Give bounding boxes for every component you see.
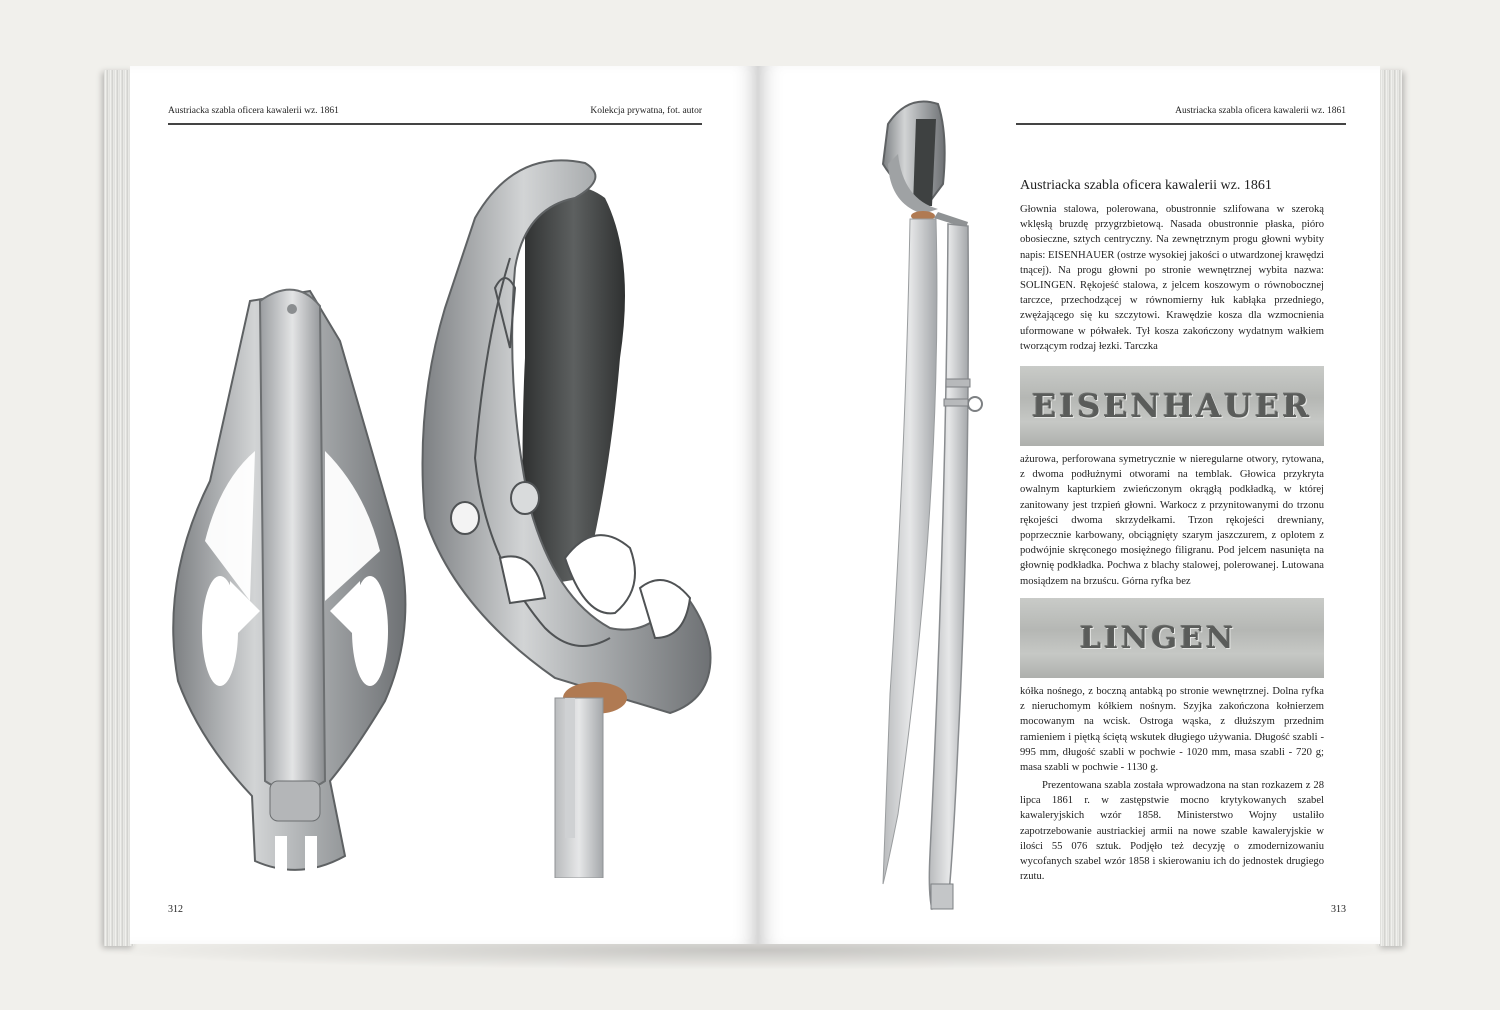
hilt-side-view-photo — [415, 158, 735, 878]
paragraph-1: Głownia stalowa, polerowana, obustronnie szlifowana w szeroką wklęsłą bruzdę przygrzbietową. Nasada obustronnie płaska, pióro obosieczne, sztych centryczny. Na zewnętrznym progu głowni wybity napis: EISENHAUER (ostrze wysokiej jakości o utwardzonej krawędzi tnącej). Na progu głowni po stronie wewnętrznej wybita nazwa: SOLINGEN. Rękojeść stalowa, z jelcem koszowym o równobocznej tarczce, przechodzącej w równomierny łuk kabłąka przedniego, zwężającego się ku szczytowi. Krawędzie kosza dla wzmocnienia uformowane w półwałek. Tył kosza zakończony wydatnym wałkiem tworzącym rodzaj łezki. Tarczka — [1020, 204, 1324, 352]
running-head-left: Austriacka szabla oficera kawalerii wz. 1861 — [168, 106, 339, 116]
paragraph-4: Prezentowana szabla została wprowadzona na stan rozkazem z 28 lipca 1861 r. w zastępstwie mocno krytykowanych szabel kawaleryjskich wzór 1858. Ministerstwo Wojny ustaliło zapotrzebowanie austriackiej armii na nowe szable kawaleryjskie w ilości 55 076 sztuk. Podjęło też decyzję o zmodernizowaniu wycofanych szabel wzór 1858 i skierowaniu ich do jednostek drugiego rzutu. — [1020, 780, 1324, 883]
photo-credit: Kolekcja prywatna, fot. autor — [590, 106, 702, 116]
eisenhauer-stamp-photo: EISENHAUER — [1020, 366, 1324, 446]
running-head-right: Austriacka szabla oficera kawalerii wz. 1861 — [1175, 106, 1346, 116]
paragraph-3: kółka nośnego, z boczną antabką po stronie wewnętrznej. Dolna ryfka z nieruchomym kółkiem nośnym. Szyjka zakończona kołnierzem mocowanym na wcisk. Ostroga wąska, z dłuższym przednim ramieniem i piętką ściętą wskutek długiego używania. Długość szabli - 995 mm, długość szabli w pochwie - 1020 mm, masa szabli - 720 g; masa szabli w pochwie - 1130 g. — [1020, 686, 1324, 774]
solingen-stamp-photo: LINGEN — [1020, 598, 1324, 678]
article-title: Austriacka szabla oficera kawalerii wz. 1861 — [1020, 178, 1272, 193]
header-rule-right — [1016, 123, 1346, 125]
left-page — [130, 66, 758, 944]
sabre-and-scabbard-photo — [828, 94, 1028, 920]
page-number-left: 312 — [168, 904, 183, 915]
page-edges-right — [1378, 70, 1402, 946]
header-rule — [168, 123, 702, 125]
right-page — [758, 66, 1380, 944]
paragraph-2: ażurowa, perforowana symetrycznie w nieregularne otwory, rytowana, z dwoma podłużnymi otworami na temblak. Głowica przykryta owalnym kapturkiem zwieńczonym okrągłą podkładką, w której zanitowany jest trzpień głowni. Warkocz z przynitowanymi do trzonu rękojeści dwoma skrzydełkami. Trzon rękojeści drewniany, poprzecznie karbowany, obciągnięty szarym jaszczurem, z oplotem z podwójnie skręconego mosiężnego filigranu. Pod jelcem nasunięta na głownię podkładka. Pochwa z blachy stalowej, polerowanej. Lutowana mosiądzem na brzuścu. Górna ryfka bez — [1020, 454, 1324, 587]
hilt-back-view-photo — [160, 281, 430, 881]
page-number-right: 313 — [1331, 904, 1346, 915]
